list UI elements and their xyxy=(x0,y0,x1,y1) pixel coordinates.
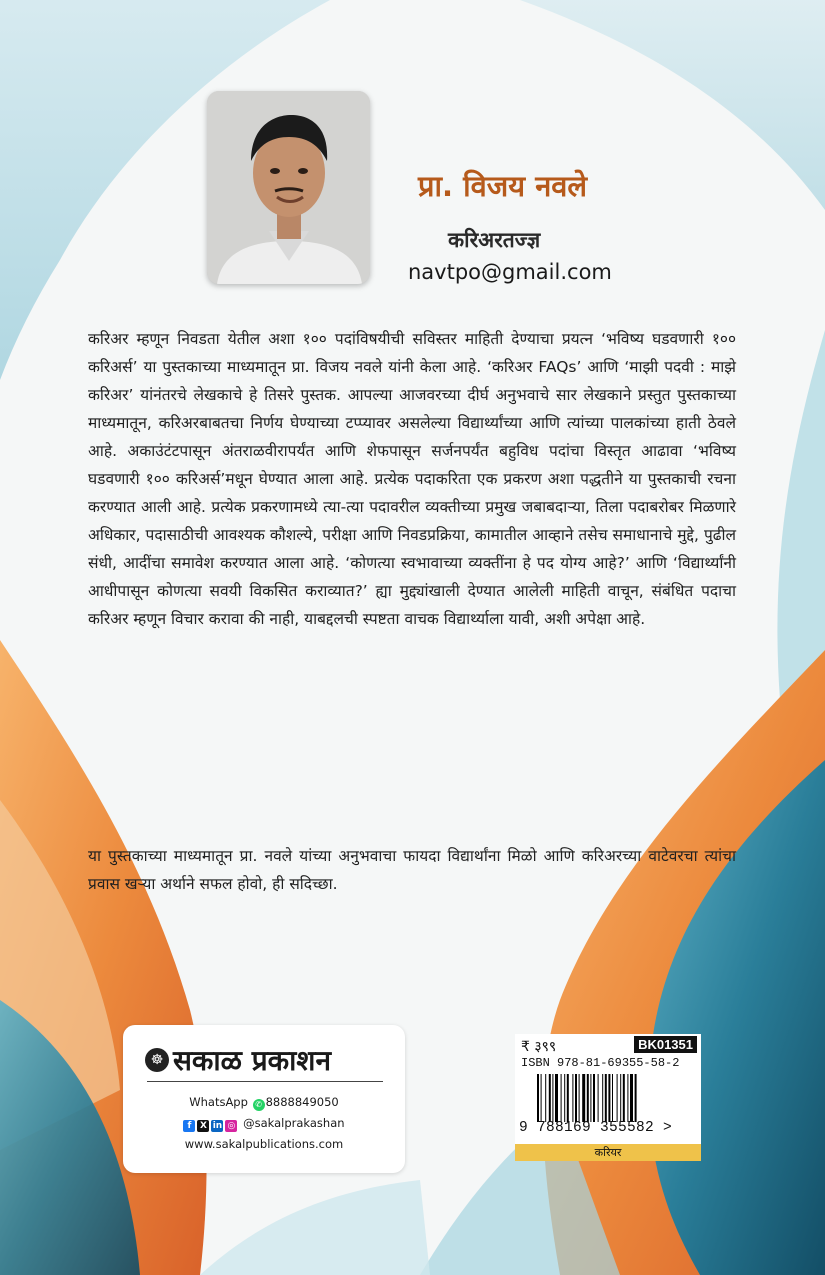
book-price: ₹ ३९९ xyxy=(521,1039,557,1055)
blurb-paragraph-2: या पुस्तकाच्या माध्यमातून प्रा. नवले यांच्या अनुभवाचा फायदा विद्यार्थांना मिळो आणि करिअरच्या वाटेवरचा त्यांचा प्रवास खऱ्या अर्थाने सफल होवो, ही सदिच्छा. xyxy=(88,847,736,893)
author-portrait-image xyxy=(207,91,370,284)
author-title: करिअरतज्ज्ञ xyxy=(448,228,541,252)
publisher-name: सकाळ प्रकाशन xyxy=(173,1044,331,1077)
whatsapp-label: WhatsApp xyxy=(189,1095,248,1109)
author-name: प्रा. विजय नवले xyxy=(418,169,588,203)
barcode-bars xyxy=(537,1074,685,1122)
sakal-logo-icon: ☸ xyxy=(145,1048,169,1072)
facebook-icon: f xyxy=(183,1120,195,1132)
book-code: BK01351 xyxy=(634,1036,697,1053)
publisher-box xyxy=(123,1025,405,1173)
author-email: navtpo@gmail.com xyxy=(408,260,612,284)
barcode-box xyxy=(515,1034,701,1161)
author-photo xyxy=(207,91,370,284)
whatsapp-icon: ✆ xyxy=(253,1099,265,1111)
publisher-divider xyxy=(147,1081,383,1082)
category-label: करियर xyxy=(515,1144,701,1161)
blurb-paragraph-1: करिअर म्हणून निवडता येतील अशा १०० पदांविषयीची सविस्तर माहिती देण्याचा प्रयत्न ‘भविष्य घडवणारी १०० करिअर्स’ या पुस्तकाच्या माध्यमातून प्रा. विजय नवले यांनी केला आहे. ‘करिअर FAQs’ आणि ‘माझी पदवी : माझे करिअर’ यांनंतरचे लेखकाचे हे तिसरे पुस्तक. आपल्या आजवरच्या दीर्घ अनुभवाचे सार लेखकाने प्रस्तुत पुस्तकाच्या माध्यमातून, करिअरबाबतचा निर्णय घेण्याच्या टप्प्यावर असलेल्या विद्यार्थ्यांच्या आणि त्यांच्या पालकांच्या हाती ठेवले आहे. अकाउंटंटपासून अंतराळवीरापर्यंत आणि शेफपासून सर्जनपर्यंत बहुविध पदांचा विस्तृत आढावा ‘भविष्य घडवणारी १०० करिअर्स’मधून घेण्यात आला आहे. प्रत्येक पदाकरिता एक प्रकरण अशा पद्धतीने या पुस्तकाची रचना करण्यात आली आहे. प्रत्येक प्रकरणामध्ये त्या-त्या पदावरील व्यक्तीच्या प्रमुख जबाबदाऱ्या, तिला पदाबरोबर मिळणारे अधिकार, पदासाठीची आवश्यक कौशल्ये, परीक्षा आणि निवडप्रक्रिया, कामातील आव्हाने तसेच समाधानाचे मुद्दे, पुढील संधी, आदींचा समावेश करण्यात आला आहे. ‘कोणत्या स्वभावाच्या व्यक्तींना हे पद योग्य आहे?’ आणि ‘विद्यार्थ्यांनी आधीपासून कोणत्या सवयी विकसित कराव्यात?’ ह्या मुद्द्यांखाली देण्यात आलेली माहिती वाचून, संबंधित पदाचा करिअर म्हणून विचार करावा की नाही, याबद्दलची स्पष्टता वाचक विद्यार्थ्याला यावी, अशी अपेक्षा आहे. xyxy=(88,330,736,628)
publisher-website: www.sakalpublications.com xyxy=(184,1137,344,1151)
barcode-digits: 9 788169 355582 > xyxy=(519,1120,673,1136)
whatsapp-number: 8888849050 xyxy=(265,1095,339,1109)
isbn-number: ISBN 978-81-69355-58-2 xyxy=(521,1056,680,1070)
social-handle: @sakalprakashan xyxy=(243,1116,345,1130)
instagram-icon: ◎ xyxy=(225,1120,237,1132)
linkedin-icon: in xyxy=(212,1121,223,1131)
publisher-logo xyxy=(145,1041,331,1079)
x-icon: X xyxy=(197,1120,209,1132)
publisher-whatsapp xyxy=(123,1095,405,1111)
publisher-social xyxy=(123,1116,405,1132)
